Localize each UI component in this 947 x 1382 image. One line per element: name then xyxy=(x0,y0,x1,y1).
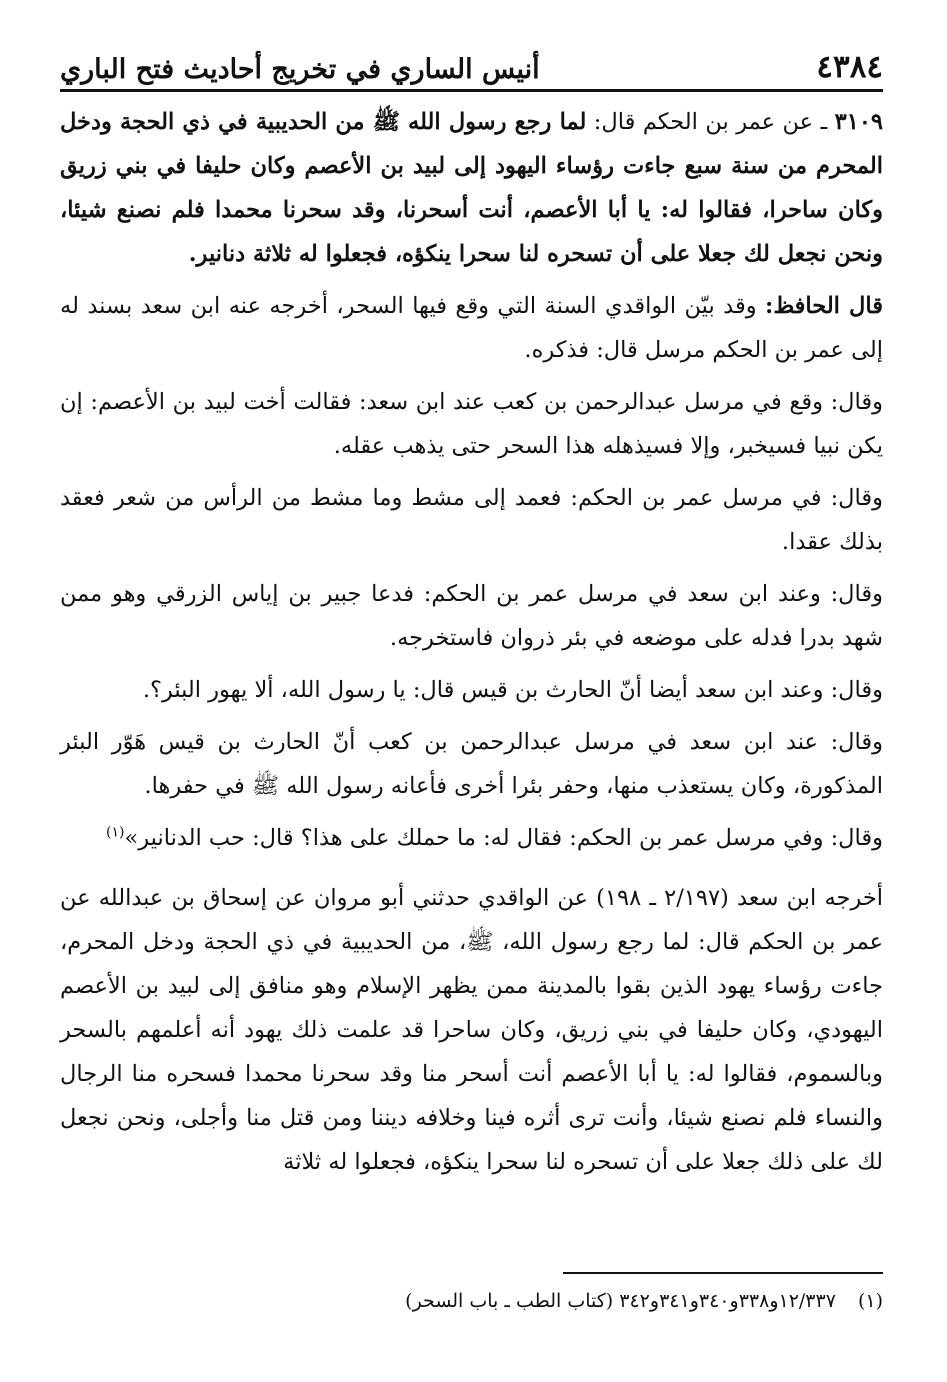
commentary-paragraph xyxy=(60,720,883,808)
hadith-paragraph xyxy=(60,100,883,276)
paragraph-text: وقال: وفي مرسل عمر بن الحكم: فقال له: ما حملك على هذا؟ قال: حب الدنانير» xyxy=(124,825,883,851)
paragraph-text: وقال: في مرسل عمر بن الحكم: فعمد إلى مشط وما مشط من الرأس من شعر فعقد بذلك عقدا. xyxy=(60,485,883,555)
running-header xyxy=(60,36,883,92)
main-text xyxy=(60,100,883,1192)
paragraph-lead: قال الحافظ: xyxy=(765,293,883,319)
footnote xyxy=(60,1284,883,1318)
page-number: ٤٣٨٤ xyxy=(816,49,883,85)
commentary-paragraph xyxy=(60,380,883,468)
commentary-paragraph xyxy=(60,476,883,564)
footnote-separator xyxy=(563,1272,883,1274)
commentary-paragraph xyxy=(60,572,883,660)
hadith-dash: ـ xyxy=(813,109,835,135)
paragraph-text: وقد بيّن الواقدي السنة التي وقع فيها السحر، أخرجه عنه ابن سعد بسند له إلى عمر بن الحكم مرسل قال: فذكره. xyxy=(60,293,883,363)
commentary-paragraph xyxy=(60,668,883,712)
footnote-text: ١٢/٣٣٧و٣٣٨و٣٤٠و٣٤١و٣٤٢ (كتاب الطب ـ باب السحر) xyxy=(405,1290,836,1312)
paragraph-text: وقال: وعند ابن سعد أيضا أنّ الحارث بن قيس قال: يا رسول الله، ألا يهور البئر؟. xyxy=(142,677,883,703)
book-title: أنيس الساري في تخريج أحاديث فتح الباري xyxy=(60,54,540,85)
takhrij-text: أخرجه ابن سعد (٢/١٩٧ ـ ١٩٨) عن الواقدي حدثني أبو مروان عن إسحاق بن عبدالله عن عمر بن الحكم قال: لما رجع رسول الله، ﷺ، من الحديبية في ذي الحجة ودخل المحرم، جاءت رؤساء يهود الذين بقوا بالمدينة ممن يظهر الإسلام وهو منافق إلى لبيد بن الأعصم اليهودي، وكان حليفا في بني زريق، وكان ساحرا قد علمت ذلك يهود أنه أعلمهم بالسحر وبالسموم، فقالوا له: يا أبا الأعصم أنت أسحر منا وقد سحرنا محمدا فسحره منا الرجال والنساء فلم نصنع شيئا، وأنت ترى أثره فينا وخلافه ديننا ومن قتل منا وأجلى، ونحن نجعل لك على ذلك جعلا على أن تسحره لنا سحرا ينكؤه، فجعلوا له ثلاثة xyxy=(60,885,883,1175)
hadith-text: لما رجع رسول الله ﷺ من الحديبية في ذي الحجة ودخل المحرم من سنة سبع جاءت رؤساء اليهود إلى لبيد بن الأعصم وكان حليفا في بني زريق وكان ساحرا، فقالوا له: يا أبا الأعصم، أنت أسحرنا، وقد سحرنا محمدا فلم نصنع شيئا، ونحن نجعل لك جعلا على أن تسحره لنا سحرا ينكؤه، فجعلوا له ثلاثة دنانير. xyxy=(60,109,883,267)
footnote-number: (١) xyxy=(857,1290,883,1312)
commentary-paragraph xyxy=(60,816,883,860)
paragraph-text: وقال: عند ابن سعد في مرسل عبدالرحمن بن كعب أنّ الحارث بن قيس هَوّر البئر المذكورة، وكان يستعذب منها، وحفر بئرا أخرى فأعانه رسول الله ﷺ في حفرها. xyxy=(60,729,883,799)
hadith-narrator: عن عمر بن الحكم قال: xyxy=(586,109,814,135)
commentary-paragraph xyxy=(60,284,883,372)
footnote-reference: (١) xyxy=(106,824,125,841)
hadith-number: ٣١٠٩ xyxy=(834,109,883,135)
paragraph-text: وقال: وقع في مرسل عبدالرحمن بن كعب عند ابن سعد: فقالت أخت لبيد بن الأعصم: إن يكن نبيا فسيخبر، وإلا فسيذهله هذا السحر حتى يذهب عقله. xyxy=(60,389,883,459)
paragraph-text: وقال: وعند ابن سعد في مرسل عمر بن الحكم: فدعا جبير بن إياس الزرقي وهو ممن شهد بدرا فدله على موضعه في بئر ذروان فاستخرجه. xyxy=(60,581,883,651)
takhrij-paragraph xyxy=(60,876,883,1184)
